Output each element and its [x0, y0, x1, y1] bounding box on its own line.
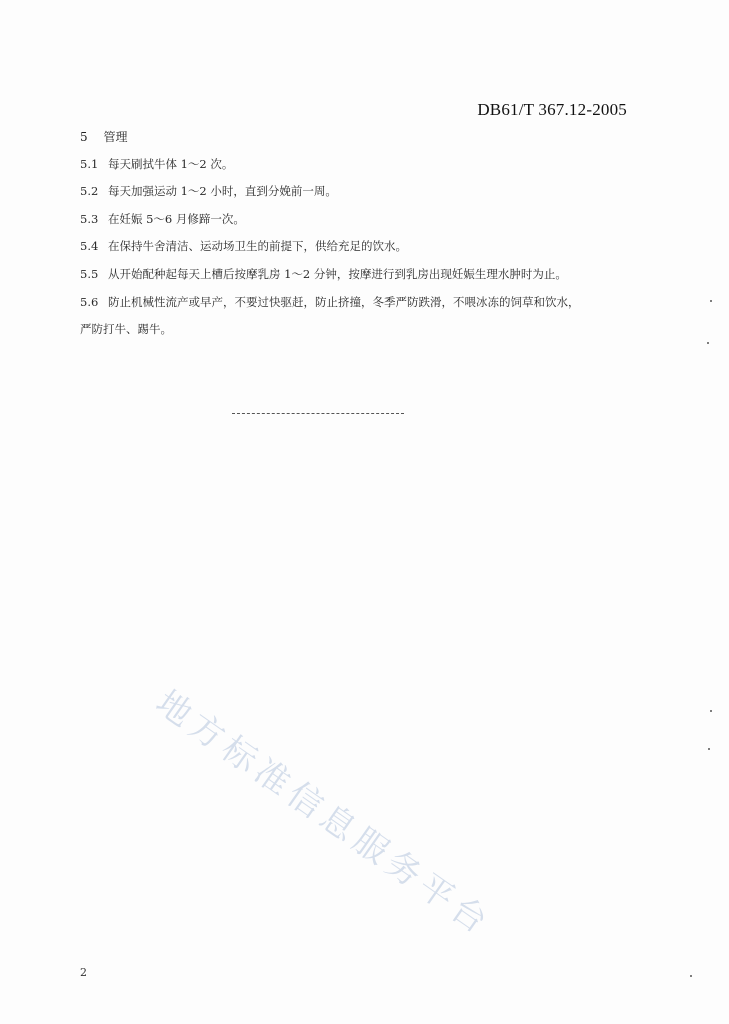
clause-5-5 [80, 266, 567, 282]
clause-text: 在保持牛舍清洁、运动场卫生的前提下，供给充足的饮水。 [107, 239, 407, 253]
clause-5-2 [80, 183, 337, 199]
clause-5-3 [80, 211, 245, 227]
section-number: 5 [80, 130, 88, 144]
clause-5-6 [80, 294, 579, 310]
clause-5-1 [80, 156, 233, 172]
scan-speck [710, 300, 712, 302]
watermark: 地方标准信息服务平台 [148, 682, 500, 945]
clause-text: 在妊娠 5～6 月修蹄一次。 [107, 212, 245, 226]
clause-5-4 [80, 238, 407, 254]
scan-speck [707, 342, 709, 344]
end-of-text-rule [232, 413, 404, 414]
clause-5-6-continuation: 严防打牛、踢牛。 [80, 322, 172, 336]
section-title: 管理 [103, 130, 128, 144]
scan-speck [710, 710, 712, 712]
clause-number: 5.2 [80, 184, 99, 198]
clause-number: 5.6 [80, 295, 99, 309]
clause-text: 每天刷拭牛体 1～2 次。 [107, 157, 234, 171]
page-number: 2 [80, 966, 87, 979]
clause-number: 5.3 [80, 212, 99, 226]
clause-text: 每天加强运动 1～2 小时，直到分娩前一周。 [107, 184, 337, 198]
clause-number: 5.5 [80, 267, 99, 281]
clause-text: 从开始配种起每天上槽后按摩乳房 1～2 分钟，按摩进行到乳房出现妊娠生理水肿时为止。 [107, 267, 567, 281]
clause-number: 5.4 [80, 239, 99, 253]
scan-speck [690, 975, 692, 977]
clause-text: 防止机械性流产或早产，不要过快驱赶，防止挤撞，冬季严防跌滑，不喂冰冻的饲草和饮水， [107, 295, 580, 309]
clause-number: 5.1 [80, 157, 99, 171]
section-heading [80, 128, 127, 145]
standard-code: DB61/T 367.12-2005 [477, 100, 627, 119]
scan-speck [708, 748, 710, 750]
